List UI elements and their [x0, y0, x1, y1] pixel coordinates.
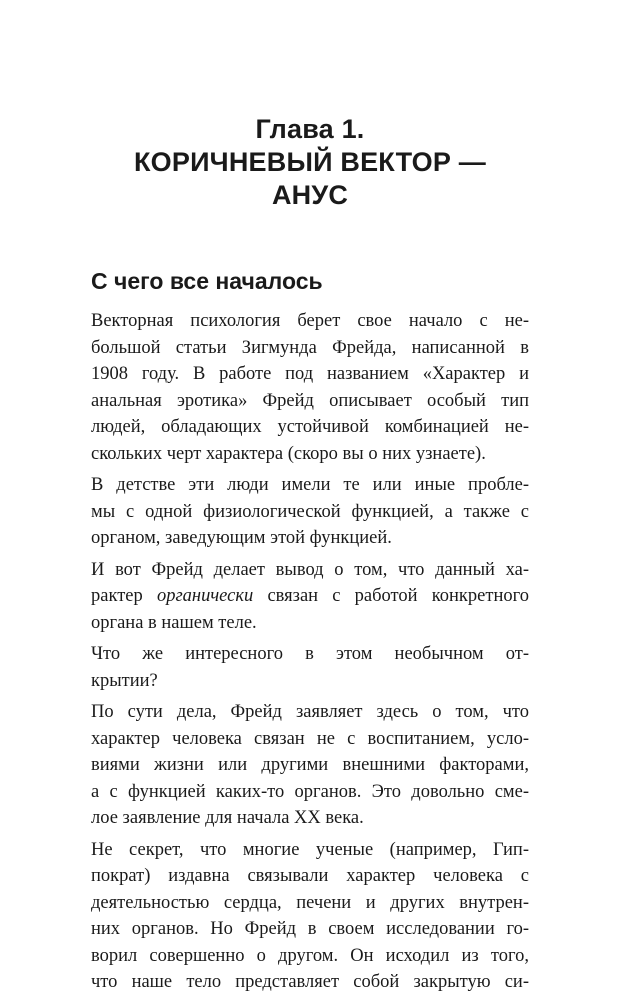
- chapter-title-line-2: АНУС: [271, 180, 349, 210]
- paragraph-4: [91, 641, 529, 694]
- body-text: [91, 308, 529, 996]
- text-line: пократ) издавна связывали характер человека с: [91, 866, 529, 886]
- paragraph-5: [91, 699, 529, 832]
- text-line: И вот Фрейд делает вывод о том, что данный ха-: [91, 559, 529, 580]
- text-segment: связан с работой конкретного: [253, 586, 529, 606]
- section-heading: С чего все началось: [91, 268, 323, 294]
- text-line: анальная эротика» Фрейд описывает особый тип: [91, 390, 529, 411]
- text-line: крытии?: [91, 670, 158, 691]
- text-line: Не секрет, что многие ученые (например, Гип-: [91, 839, 529, 860]
- text-line: скольких черт характера (скоро вы о них узнаете).: [91, 443, 486, 464]
- paragraph-2: [91, 472, 529, 552]
- text-line: виями жизни или другими внешними факторами,: [91, 755, 529, 775]
- text-line: ворил совершенно о другом. Он исходил из того,: [91, 945, 529, 966]
- text-line: лое заявление для начала XX века.: [91, 808, 364, 828]
- paragraph-3: [91, 557, 529, 637]
- chapter-title-line-1: КОРИЧНЕВЫЙ ВЕКТОР —: [133, 147, 486, 177]
- text-line: что наше тело представляет собой закрытую си-: [91, 972, 529, 992]
- text-line: органа в нашем теле.: [91, 612, 257, 633]
- paragraph-6: [91, 837, 529, 996]
- chapter-number: Глава 1.: [255, 114, 365, 144]
- paragraph-1: [91, 308, 529, 467]
- text-line: большой статьи Зигмунда Фрейда, написанной в: [91, 337, 529, 358]
- text-line: По сути дела, Фрейд заявляет здесь о том, что: [91, 702, 529, 722]
- text-line: Векторная психология берет свое начало с не-: [91, 311, 529, 331]
- text-line: мы с одной физиологической функцией, а также с: [91, 501, 529, 522]
- text-line: характер человека связан не с воспитанием, усло-: [91, 728, 529, 749]
- text-line: людей, обладающих устойчивой комбинацией не-: [91, 417, 529, 437]
- text-line-with-emphasis: [91, 583, 529, 610]
- emphasized-word: органически: [156, 586, 254, 606]
- text-line: а с функцией каких-то органов. Это довольно сме-: [91, 781, 529, 802]
- text-line: Что же интересного в этом необычном от-: [91, 644, 529, 664]
- text-line: органом, заведующим этой функцией.: [91, 528, 392, 548]
- text-line: 1908 году. В работе под названием «Характер и: [91, 364, 529, 384]
- text-line: деятельностью сердца, печени и других внутрен-: [91, 892, 529, 913]
- text-line: В детстве эти люди имели те или иные пробле-: [91, 475, 529, 495]
- text-segment: рактер: [91, 586, 157, 606]
- text-line: них органов. Но Фрейд в своем исследовании го-: [91, 919, 529, 939]
